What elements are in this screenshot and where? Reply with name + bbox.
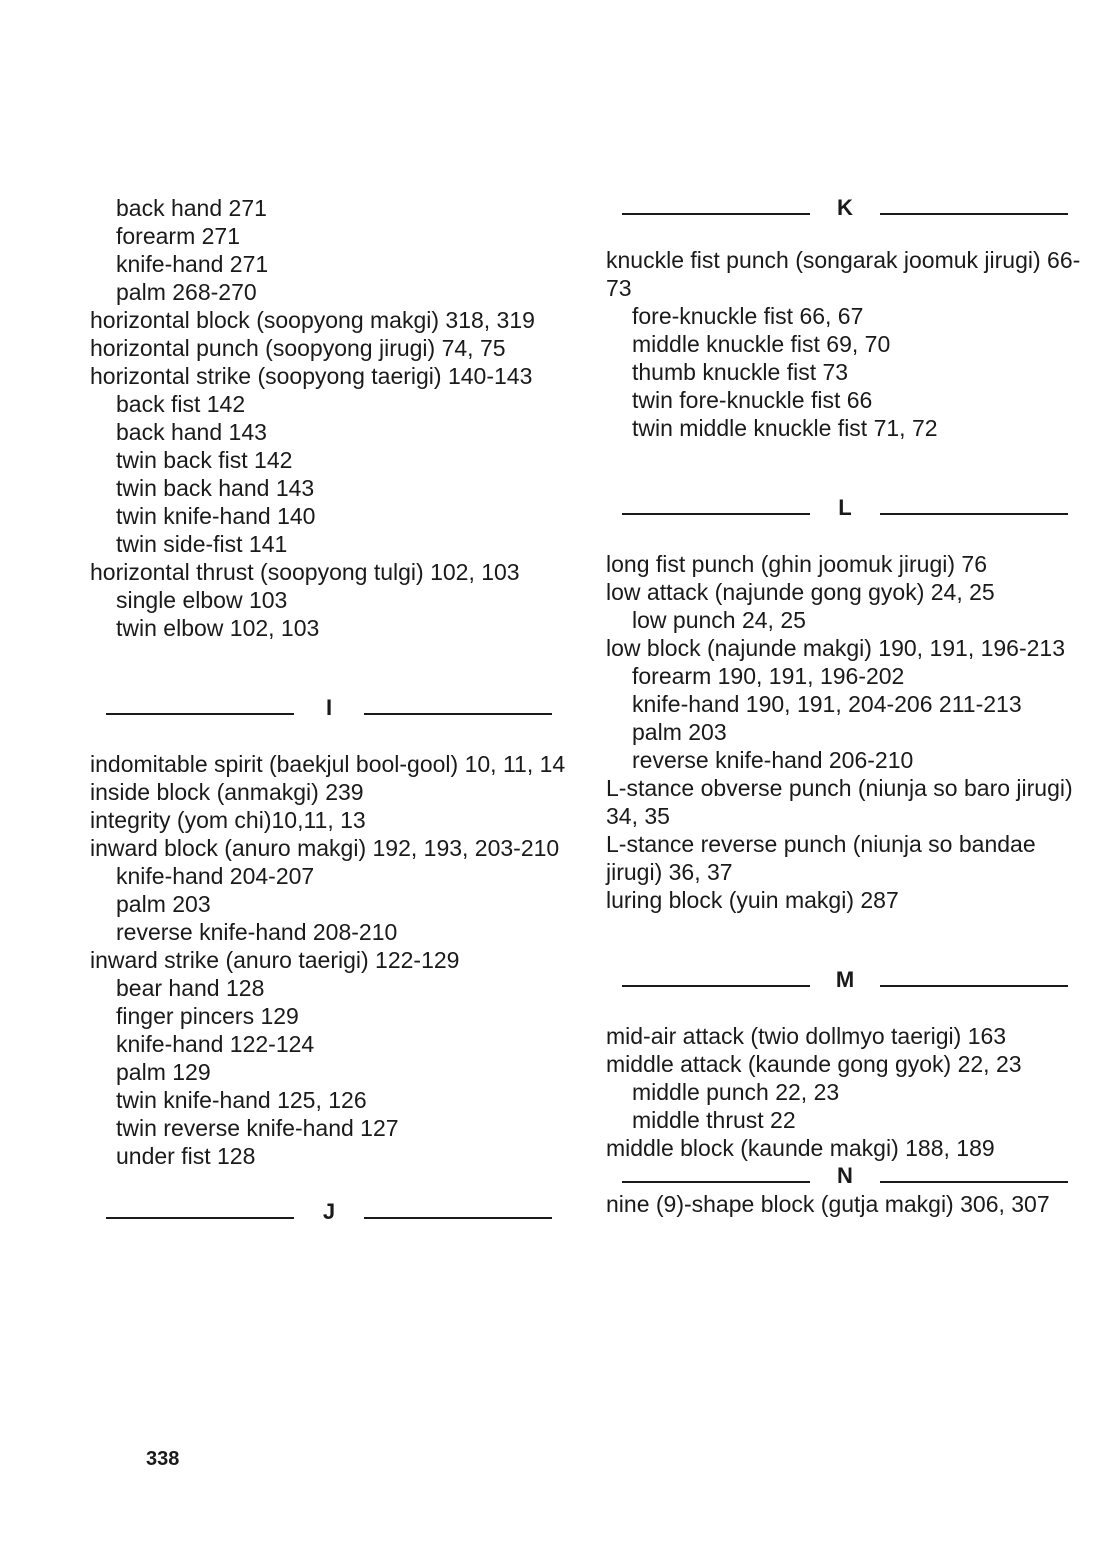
index-subentry: forearm 271 [116, 223, 241, 249]
index-subentry: knife-hand 204-207 [116, 863, 315, 889]
index-subentry: twin side-fist 141 [116, 531, 288, 557]
section-letter: I [325, 695, 333, 720]
index-subentry: twin fore-knuckle fist 66 [632, 387, 873, 413]
index-entry: middle block (kaunde makgi) 188, 189 [606, 1135, 995, 1161]
section-heading [606, 1162, 1084, 1190]
index-subentry: knife-hand 190, 191, 204-206 211-213 [632, 691, 1022, 717]
index-subentry: palm 203 [116, 891, 211, 917]
index-subentry: forearm 190, 191, 196-202 [632, 663, 905, 689]
section-letter: L [838, 495, 852, 520]
heading-rule-left [106, 1217, 294, 1219]
section-spacer [606, 914, 1084, 966]
index-subentry: under fist 128 [116, 1143, 256, 1169]
index-subentry: fore-knuckle fist 66, 67 [632, 303, 864, 329]
index-subentry: middle thrust 22 [632, 1107, 796, 1133]
index-subentry: palm 268-270 [116, 279, 257, 305]
index-subentry: middle knuckle fist 69, 70 [632, 331, 891, 357]
heading-rule-right [880, 985, 1068, 987]
index-column-left [90, 194, 568, 1226]
index-subentry: palm 129 [116, 1059, 211, 1085]
index-entry: horizontal thrust (soopyong tulgi) 102, 103 [90, 559, 520, 585]
index-subentry: knife-hand 122-124 [116, 1031, 315, 1057]
page-number: 338 [146, 1448, 180, 1470]
index-subentry: twin knife-hand 125, 126 [116, 1087, 367, 1113]
section-heading [606, 194, 1084, 222]
section-heading [606, 494, 1084, 522]
index-subentry: knife-hand 271 [116, 251, 269, 277]
section-spacer [606, 522, 1084, 550]
heading-rule-right [880, 1181, 1068, 1183]
index-entry: inward block (anuro makgi) 192, 193, 203-210 [90, 835, 560, 861]
index-subentry: palm 203 [632, 719, 727, 745]
section-spacer [90, 642, 568, 694]
heading-rule-right [364, 713, 552, 715]
index-entry: horizontal strike (soopyong taerigi) 140-143 [90, 363, 533, 389]
index-entry: indomitable spirit (baekjul bool-gool) 10, 11, 14 [90, 751, 566, 777]
index-entry: horizontal punch (soopyong jirugi) 74, 75 [90, 335, 506, 361]
index-entry: mid-air attack (twio dollmyo taerigi) 163 [606, 1023, 1007, 1049]
index-subentry: back hand 271 [116, 195, 267, 221]
heading-rule-right [880, 513, 1068, 515]
index-entry: integrity (yom chi)10,11, 13 [90, 807, 366, 833]
index-subentry: back fist 142 [116, 391, 246, 417]
heading-rule-right [880, 213, 1068, 215]
index-entry: inside block (anmakgi) 239 [90, 779, 364, 805]
heading-rule-left [622, 513, 810, 515]
index-subentry: twin reverse knife-hand 127 [116, 1115, 399, 1141]
index-subentry: finger pincers 129 [116, 1003, 299, 1029]
section-heading [90, 1198, 568, 1226]
index-subentry: twin knife-hand 140 [116, 503, 316, 529]
section-letter: K [837, 195, 853, 220]
index-entry: luring block (yuin makgi) 287 [606, 887, 899, 913]
heading-rule-left [622, 985, 810, 987]
index-subentry: single elbow 103 [116, 587, 288, 613]
index-subentry: back hand 143 [116, 419, 267, 445]
heading-rule-left [622, 1181, 810, 1183]
index-subentry: twin elbow 102, 103 [116, 615, 320, 641]
index-entry: middle attack (kaunde gong gyok) 22, 23 [606, 1051, 1022, 1077]
heading-rule-right [364, 1217, 552, 1219]
index-entry: L-stance obverse punch (niunja so baro jirugi) 34, 35 [606, 775, 1073, 829]
index-entry: horizontal block (soopyong makgi) 318, 319 [90, 307, 535, 333]
heading-rule-left [622, 213, 810, 215]
index-subentry: twin back hand 143 [116, 475, 315, 501]
index-entry: long fist punch (ghin joomuk jirugi) 76 [606, 551, 987, 577]
section-spacer [90, 722, 568, 750]
section-spacer [606, 222, 1084, 246]
index-subentry: low punch 24, 25 [632, 607, 806, 633]
section-letter: M [835, 967, 855, 992]
section-letter: N [837, 1163, 853, 1188]
index-entry: nine (9)-shape block (gutja makgi) 306, 307 [606, 1191, 1050, 1217]
heading-rule-left [106, 713, 294, 715]
index-subentry: reverse knife-hand 206-210 [632, 747, 914, 773]
index-subentry: bear hand 128 [116, 975, 265, 1001]
section-spacer [606, 442, 1084, 494]
index-entry: inward strike (anuro taerigi) 122-129 [90, 947, 460, 973]
section-heading [90, 694, 568, 722]
section-spacer [90, 1170, 568, 1198]
index-entry: L-stance reverse punch (niunja so bandae jirugi) 36, 37 [606, 831, 1036, 885]
index-entry: low attack (najunde gong gyok) 24, 25 [606, 579, 995, 605]
index-entry: knuckle fist punch (songarak joomuk jirugi) 66-73 [606, 247, 1081, 301]
index-subentry: twin middle knuckle fist 71, 72 [632, 415, 938, 441]
index-column-right [606, 194, 1084, 1218]
index-entry: low block (najunde makgi) 190, 191, 196-213 [606, 635, 1066, 661]
section-letter: J [322, 1199, 336, 1224]
index-subentry: twin back fist 142 [116, 447, 293, 473]
index-subentry: thumb knuckle fist 73 [632, 359, 849, 385]
index-subentry: reverse knife-hand 208-210 [116, 919, 398, 945]
index-subentry: middle punch 22, 23 [632, 1079, 840, 1105]
section-spacer [606, 994, 1084, 1022]
section-heading [606, 966, 1084, 994]
